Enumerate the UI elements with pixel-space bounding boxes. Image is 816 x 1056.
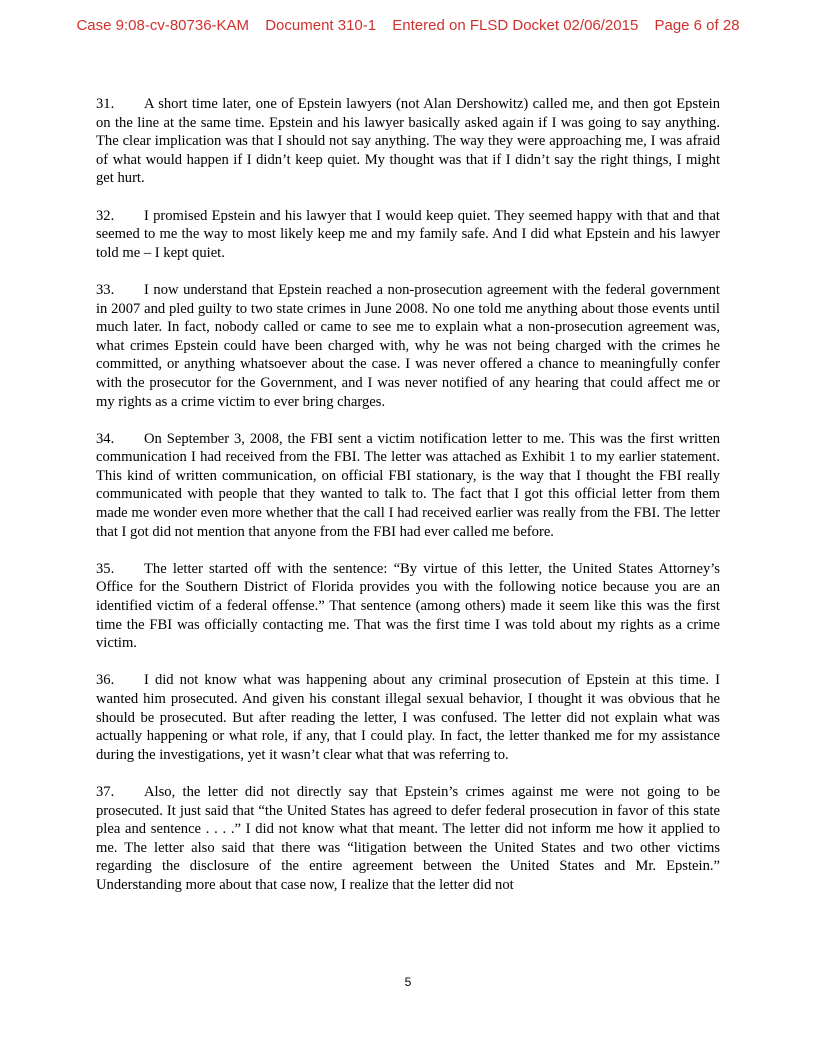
paragraph-number: 35. <box>96 560 115 577</box>
document-number: Document 310-1 <box>265 17 377 34</box>
paragraph-number: 33. <box>96 281 115 298</box>
paragraph-text: On September 3, 2008, the FBI sent a victim notification letter to me. This was the first written communication I had received from the FBI. The letter was attached as Exhibit 1 to my earlier statement. This kind of written communication, on official FBI stationary, is the way that I thought the FBI really communicated with people that they wanted to talk to. The fact that I got this official letter from them made me wonder even more whether that the call I had received earlier was really from the FBI. The letter that I got did not mention that anyone from the FBI had ever called me before. <box>96 430 720 540</box>
paragraph-text: Also, the letter did not directly say that Epstein’s crimes against me were not going to be prosecuted. It just said that “the United States has agreed to defer federal prosecution in favor of this state plea and sentence . . . .” I did not know what that meant. The letter did not inform me how it applied to me. The letter also said that there was “litigation between the United States and two other victims regarding the disclosure of the entire agreement between the United States and Mr. Epstein.” Understanding more about that case now, I realize that the letter did not <box>96 783 720 893</box>
paragraph-text: I did not know what was happening about any criminal prosecution of Epstein at this time. I wanted him prosecuted. And given his constant illegal sexual behavior, I thought it was obvious that he should be prosecuted. But after reading the letter, I was confused. The letter did not explain what was actually happening or what role, if any, that I could play. In fact, the letter thanked me for my assistance during the investigations, yet it wasn’t clear what that was referring to. <box>96 672 720 763</box>
paragraph-text: I now understand that Epstein reached a non-prosecution agreement with the federal government in 2007 and pled guilty to two state crimes in June 2008. No one told me anything about those events until much later. In fact, nobody called or came to see me to explain what a non-prosecution agreement was, what crimes Epstein could have been charged with, why he was not being charged with the crimes he committed, or anything whatsoever about the case. I was never offered a chance to meaningfully confer with the prosecutor for the Government, and I was never notified of any hearing that could affect me or my rights as a crime victim to ever bring charges. <box>96 281 720 410</box>
docket-entry-date: Entered on FLSD Docket 02/06/2015 <box>392 17 639 34</box>
document-body <box>96 95 720 913</box>
paragraph-number: 31. <box>96 96 115 112</box>
paragraph <box>96 430 720 542</box>
paragraph-number: 34. <box>96 430 115 447</box>
paragraph-number: 36. <box>96 672 115 689</box>
paragraph-number: 37. <box>96 783 115 800</box>
paragraph-text: A short time later, one of Epstein lawyers (not Alan Dershowitz) called me, and then got Epstein on the line at the same time. Epstein and his lawyer basically asked again if I was going to say anything. The clear implication was that I should not say anything. The way they were approaching me, I was afraid of what would happen if I didn’t keep quiet. My thought was that if I didn’t say the right things, I might get hurt. <box>96 96 720 187</box>
paragraph <box>96 671 720 764</box>
paragraph-text: The letter started off with the sentence: “By virtue of this letter, the United States Attorney’s Office for the Southern District of Florida provides you with the following notice because you are an identified victim of a federal offense.” That sentence (among others) made it seem like this was the first time the FBI was officially contacting me. That was the first time I was told about my rights as a crime victim. <box>96 560 720 652</box>
paragraph <box>96 207 720 263</box>
paragraph <box>96 560 720 653</box>
page-number: 5 <box>404 975 412 989</box>
docket-page-count: Page 6 of 28 <box>654 17 740 34</box>
paragraph-text: I promised Epstein and his lawyer that I would keep quiet. They seemed happy with that and that seemed to me the way to most likely keep me and my family safe. And I did what Epstein and his lawyer told me – I kept quiet. <box>96 207 720 261</box>
paragraph <box>96 281 720 411</box>
paragraph <box>96 95 720 188</box>
paragraph-number: 32. <box>96 207 115 224</box>
case-number: Case 9:08-cv-80736-KAM <box>76 17 250 34</box>
docket-header <box>0 17 816 34</box>
paragraph <box>96 783 720 895</box>
